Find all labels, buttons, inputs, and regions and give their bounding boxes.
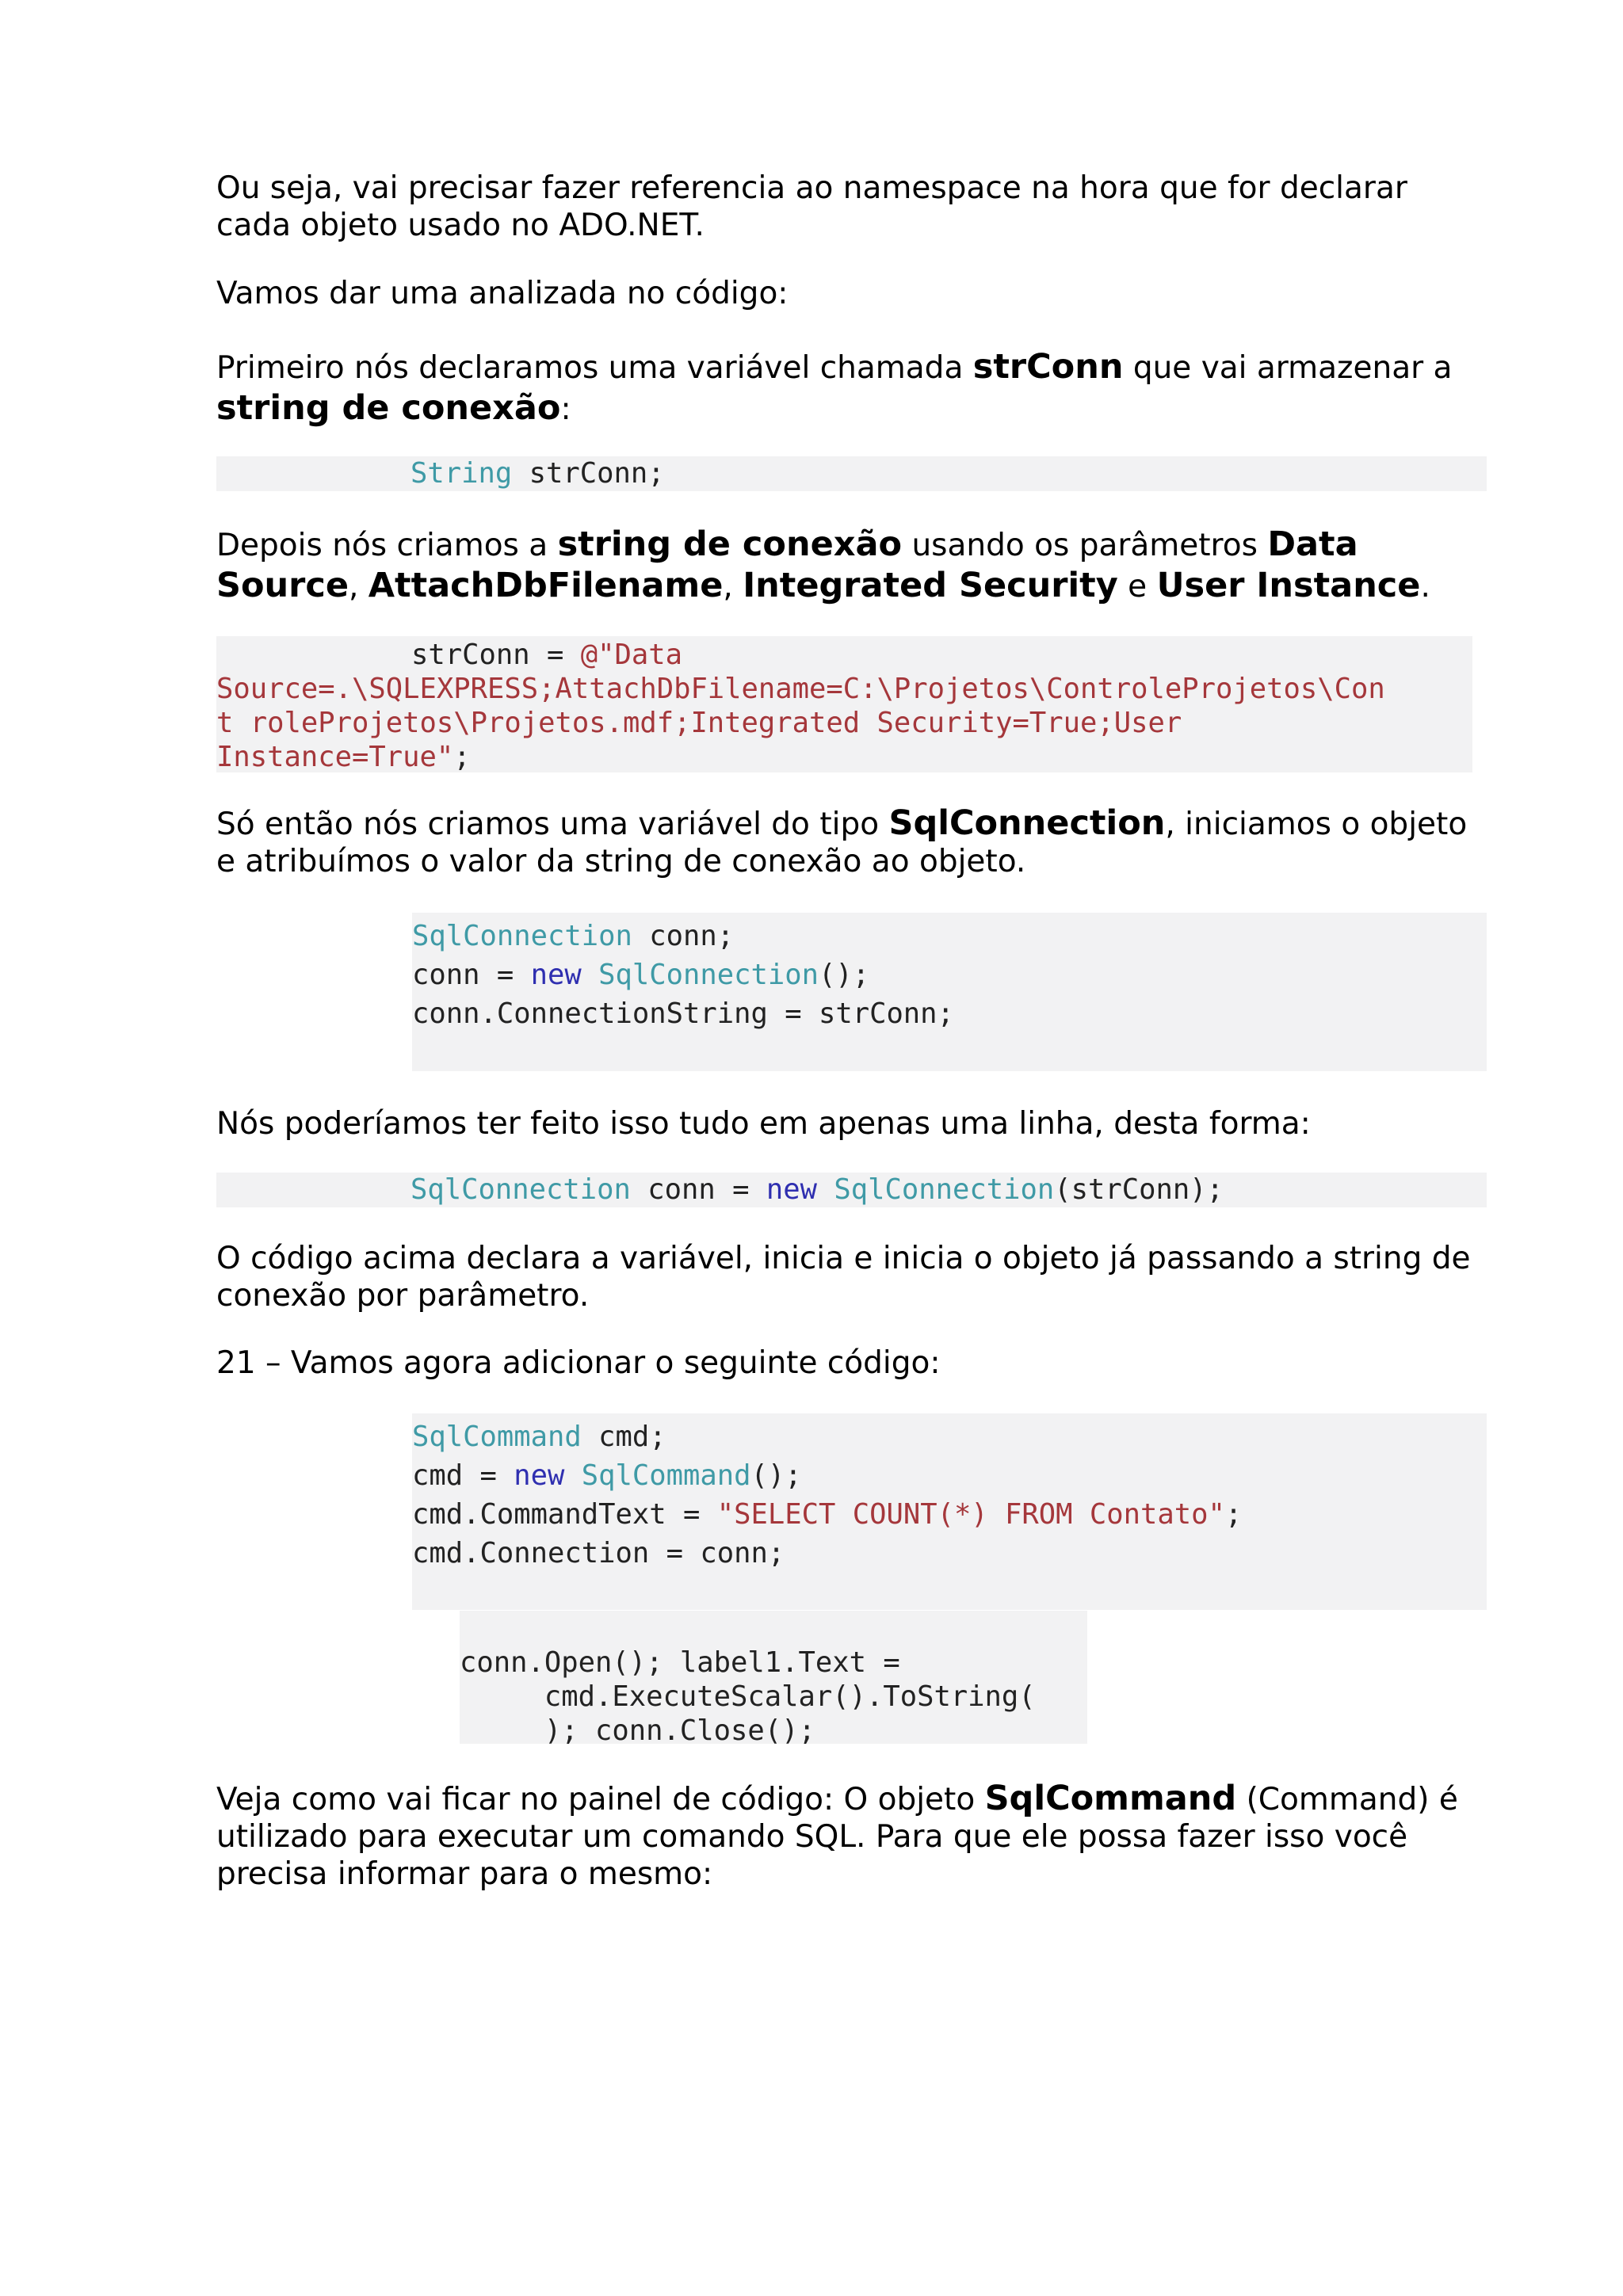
code-string: "SELECT COUNT(*) FROM Contato" [716,1498,1225,1531]
code-text: conn = [630,1173,766,1206]
code-text: conn = [412,959,531,991]
paragraph-code-explained: O código acima declara a variável, inicia e inicia o objeto já passando a string de conexão por parâmetro. [216,1241,1471,1314]
code-line: cmd.Connection = conn; [412,1537,785,1569]
code-type: SqlConnection [598,959,819,991]
code-string: @"Data [580,639,682,671]
code-text: ; [1224,1498,1243,1531]
bold-integrated-security: Integrated Security [743,566,1118,605]
paragraph-namespace: Ou seja, vai precisar fazer referencia ao namespace na hora que for declarar cada objeto usado no ADO.NET. [216,170,1407,243]
code-block-connection-string [216,636,1472,772]
text: Depois nós criamos a [216,528,558,563]
paragraph-one-line: Nós poderíamos ter feito isso tudo em apenas uma linha, desta forma: [216,1106,1311,1142]
code-text: cmd.CommandText = [412,1498,717,1531]
code-keyword: new [530,959,582,991]
code-keyword: new [766,1173,817,1206]
text: Primeiro nós declaramos uma variável chamada [216,350,973,386]
code-type: String [411,457,513,490]
code-text: (); [818,959,870,991]
code-line [412,1417,1487,1456]
bold-data-source: Data Source [216,524,1358,605]
code-string: Source=.\SQLEXPRESS;AttachDbFilename=C:\Projetos\ControleProjetos\Con [216,673,1385,705]
bold-strconn: strConn [972,347,1124,387]
code-line [412,917,1487,955]
text: : [560,391,571,427]
code-text: strConn; [512,457,665,490]
code-text: (); [750,1459,802,1492]
code-text: conn; [632,920,735,952]
text: , [723,569,743,605]
bold-sqlcommand: SqlCommand [984,1779,1237,1818]
bold-sqlconnection: SqlConnection [888,803,1166,843]
code-block-one-line [216,1173,1487,1207]
code-line: conn.ConnectionString = strConn; [412,997,954,1030]
code-string: t roleProjetos\Projetos.mdf;Integrated Security=True;User [216,707,1182,739]
code-line: cmd.ExecuteScalar().ToString( [460,1680,1036,1713]
code-block-execute [460,1611,1087,1747]
code-text [564,1459,581,1492]
text: (Command) é utilizado para executar um comando SQL. Para que ele possa fazer isso você precisa informar para o mesmo: [216,1782,1458,1892]
code-type: SqlCommand [581,1459,751,1492]
code-line [216,740,1472,774]
code-text: (strConn); [1054,1173,1224,1206]
bold-attachdbfilename: AttachDbFilename [368,566,724,605]
code-type: SqlConnection [834,1173,1055,1206]
text: que vai armazenar a [1123,350,1453,386]
paragraph-analyze: Vamos dar uma analizada no código: [216,276,789,311]
paragraph-create-string [216,524,1484,607]
code-type: SqlCommand [412,1421,582,1453]
code-line [412,955,1487,994]
text: e [1117,569,1157,605]
code-text: cmd; [581,1421,666,1453]
code-text: ; [453,741,471,773]
code-text [582,959,598,991]
code-line [412,1495,1487,1534]
code-type: SqlConnection [412,920,632,952]
code-text: strConn = [411,639,581,671]
code-text: cmd = [412,1459,514,1492]
text: , [348,569,369,605]
paragraph-sqlcommand [216,1780,1484,1893]
code-line: conn.Open(); label1.Text = [460,1646,900,1679]
code-line [412,1456,1487,1495]
paragraph-step-21: 21 – Vamos agora adicionar o seguinte código: [216,1345,941,1381]
code-text [817,1173,834,1206]
code-block-sqlconnection [412,913,1487,1071]
text: Veja como vai ficar no painel de código: O objeto [216,1782,985,1817]
paragraph-declare-strconn [216,347,1484,429]
code-line: ); conn.Close(); [460,1714,815,1747]
bold-user-instance: User Instance [1156,566,1421,605]
bold-string-de-conexao: string de conexão [557,524,903,564]
bold-string-de-conexao: string de conexão [216,388,561,428]
text: . [1420,569,1430,605]
code-block-declare [216,456,1487,491]
text: usando os parâmetros [902,528,1268,563]
text: , iniciamos o objeto e atribuímos o valor da string de conexão ao objeto. [216,807,1468,879]
code-line [216,638,1472,672]
paragraph-sqlconnection [216,805,1484,880]
text: Só então nós criamos uma variável do tipo [216,807,889,842]
code-keyword: new [514,1459,565,1492]
code-type: SqlConnection [411,1173,631,1206]
code-string: Instance=True" [216,741,454,773]
code-block-sqlcommand [412,1413,1487,1610]
